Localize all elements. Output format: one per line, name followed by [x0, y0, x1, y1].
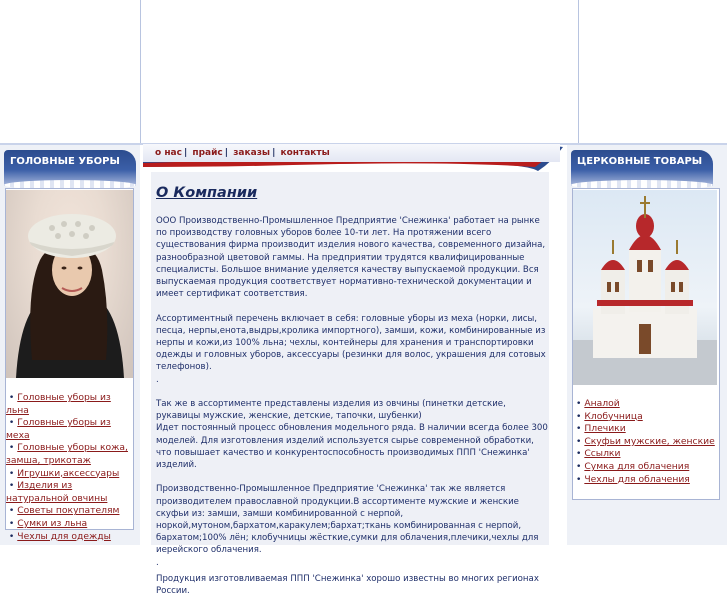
- divider-right: [578, 0, 579, 145]
- list-item: • Ссылки: [576, 448, 621, 460]
- paragraph-models: Идет постоянный процесс обновления модельного ряда. В наличии всегда более 300 моделей. Для изготовления изделий используется сырье современной обработки, что повышает качество и конкурентоспособность производимых ППП 'Снежинка' изделий.: [156, 423, 548, 471]
- list-item: • Игрушки,аксессуары: [6, 467, 120, 479]
- list-item: • Чехлы для одежды: [6, 530, 111, 542]
- left-heading: [4, 150, 136, 186]
- left-link-linen-hats[interactable]: Головные уборы из льна: [6, 392, 111, 416]
- list-item: • Советы покупателям: [6, 505, 120, 517]
- church-photo: [573, 190, 717, 385]
- list-item: • Сумки из льна: [6, 517, 88, 529]
- left-link-tips[interactable]: Советы покупателям: [17, 505, 120, 517]
- list-item: • Головные уборы из меха: [6, 417, 111, 441]
- nav-link-orders[interactable]: заказы: [233, 148, 271, 158]
- left-link-leather-hats[interactable]: Головные уборы кожа, замша, трикотаж: [6, 442, 128, 466]
- right-link-hangers[interactable]: Плечики: [584, 423, 626, 435]
- left-menu: [6, 392, 131, 543]
- list-item: • Клобучница: [576, 410, 643, 422]
- paragraph-assortment: Ассортиментный перечень включает в себя: головные уборы из меха (норки, лисы, песца, нерпы,енота,выдры,кролика импортного), замши, кожи, комбинированные из нерпы и кожи,из 100% льна; чехлы, контейнеры для хранения и транспортировки одежды и головных уборов, аксессуары (резинки для волос, украшения для сотовых телефонов).: [156, 313, 546, 373]
- paragraph-regions: Продукция изготовливаемая ППП 'Снежинка' хорошо известны во многих регионах России.: [156, 573, 539, 597]
- model-photo: [6, 190, 133, 378]
- nav-separator: |: [183, 148, 188, 158]
- right-link-vestment-bag[interactable]: Сумка для облачения: [584, 460, 690, 472]
- paragraph-sheepskin: Так же в ассортименте представлены изделия из овчины (пинетки детские, рукавицы мужские, женские, детские, тапочки, шубенки): [156, 399, 506, 422]
- page-title: О Компании: [156, 185, 258, 201]
- list-item: • Сумка для облачения: [576, 460, 690, 472]
- left-link-linen-bags[interactable]: Сумки из льна: [17, 517, 88, 529]
- nav-link-price[interactable]: прайс: [192, 148, 223, 158]
- divider-left: [140, 0, 141, 145]
- nav-link-about[interactable]: о нас: [155, 148, 182, 158]
- paragraph-orthodox: Производственно-Промышленное Предприятие 'Снежинка' так же является производителем православной продукции.В ассортименте мужские и женские скуфьи из: замши, замши комбинированной с нерпой, норкой,мутоном,бархатом,каракулем;бархат;ткань комбинированная с нерпой, бархатом;100% лён; клобучницы жёсткие,сумки для облачения,плечики,чехлы для иерейского облачения.: [156, 484, 539, 556]
- right-link-klobuk-box[interactable]: Клобучница: [584, 410, 643, 422]
- list-item: • Головные уборы кожа, замша, трикотаж: [6, 442, 128, 466]
- list-item: • Аналой: [576, 398, 620, 409]
- left-link-covers[interactable]: Чехлы для одежды: [17, 530, 111, 542]
- top-nav: [143, 144, 560, 162]
- paragraph-dot: .: [156, 557, 159, 568]
- list-item: • Плечики: [576, 423, 626, 435]
- left-link-fur-hats[interactable]: Головные уборы из меха: [6, 417, 111, 441]
- list-item: • Головные уборы из льна: [6, 392, 111, 416]
- right-menu: [576, 398, 716, 486]
- nav-separator: |: [272, 148, 276, 158]
- list-item: • Изделия из натуральной овчины: [6, 480, 108, 504]
- main-content: [156, 215, 549, 597]
- right-link-lectern[interactable]: Аналой: [584, 398, 620, 409]
- right-heading-label: ЦЕРКОВНЫЕ ТОВАРЫ: [577, 156, 703, 167]
- right-link-links[interactable]: Ссылки: [584, 448, 621, 460]
- nav-link-contacts[interactable]: контакты: [280, 148, 330, 158]
- left-link-toys[interactable]: Игрушки,аксессуары: [17, 467, 120, 479]
- left-link-sheepskin[interactable]: Изделия из натуральной овчины: [6, 480, 108, 504]
- right-link-skufia[interactable]: Скуфьи мужские, женские: [584, 435, 715, 447]
- paragraph-intro: ООО Производственно-Промышленное Предприятие 'Снежинка' работает на рынке по производству головных уборов более 10-ти лет. На протяжении всего существования фирма производит изделия нового качества, современного дизайна, разнообразной цветовой гаммы. На предприятии трудятся квалифицированные специалисты. Большое внимание уделяется качеству выпускаемой продукции. Вся выпускаемая продукция соответствует нормативно-технической документации и имеет сертификат соответствия.: [156, 216, 546, 300]
- right-link-vestment-covers[interactable]: Чехлы для облачения: [584, 473, 690, 485]
- list-item: • Скуфьи мужские, женские: [576, 435, 715, 447]
- left-heading-label: ГОЛОВНЫЕ УБОРЫ: [10, 156, 120, 167]
- nav-separator: |: [224, 148, 229, 158]
- right-heading: [571, 150, 713, 186]
- paragraph-dot: .: [156, 374, 159, 385]
- list-item: • Чехлы для облачения: [576, 473, 690, 485]
